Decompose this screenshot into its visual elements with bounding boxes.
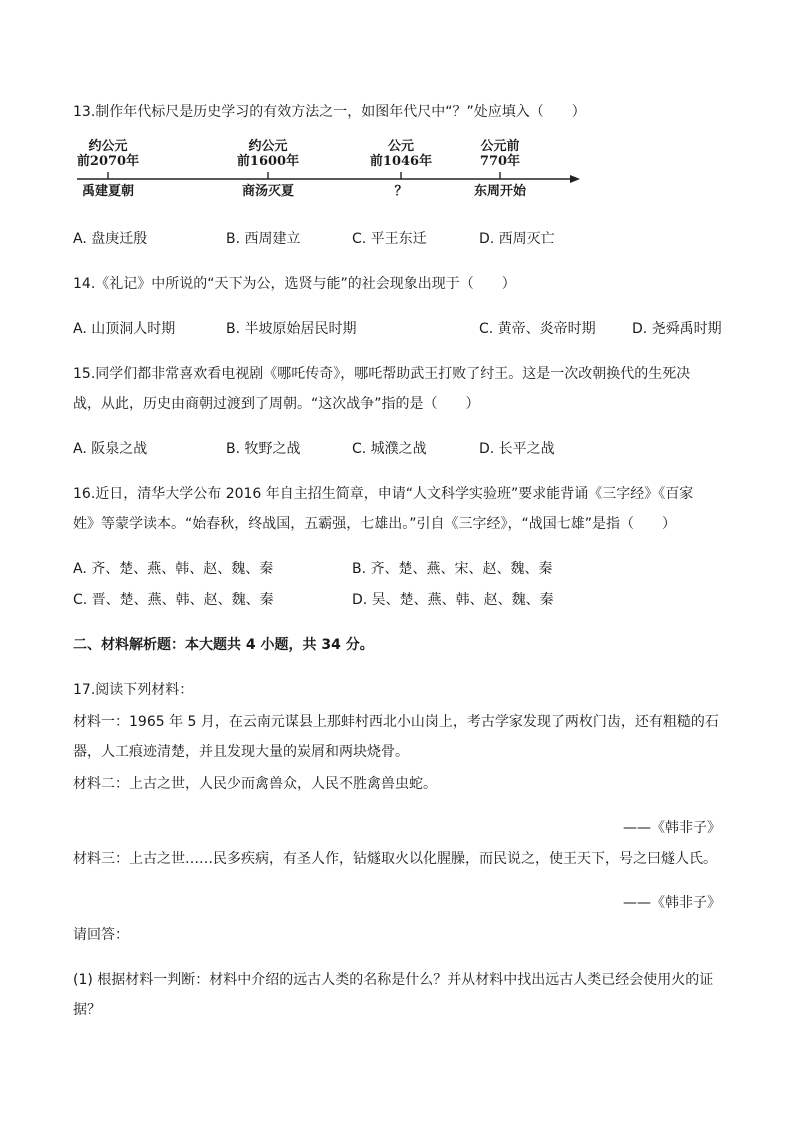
timeline-point-2-date: 约公元 前1600年 <box>236 139 300 169</box>
q14-option-d[interactable]: D. 尧舜禹时期 <box>632 321 722 337</box>
sub-question-1-line1: (1) 根据材料一判断：材料中介绍的远古人类的名称是什么？并从材料中找出远古人类已经会使用火的证 <box>73 972 714 988</box>
answer-prompt: 请回答： <box>73 927 129 943</box>
q16-option-b[interactable]: B. 齐、楚、燕、宋、赵、魏、秦 <box>352 561 553 577</box>
q13-timeline <box>0 0 794 230</box>
q13-option-d[interactable]: D. 西周灭亡 <box>479 231 555 247</box>
q16-option-c[interactable]: C. 晋、楚、燕、韩、赵、魏、秦 <box>73 592 274 608</box>
q16-option-d[interactable]: D. 吴、楚、燕、韩、赵、魏、秦 <box>352 592 554 608</box>
section-heading: 二、材料解析题：本大题共 4 小题，共 34 分。 <box>73 637 374 653</box>
material-2: 材料二：上古之世，人民少而禽兽众，人民不胜禽兽虫蛇。 <box>73 776 437 792</box>
q15-option-a[interactable]: A. 阪泉之战 <box>73 441 148 457</box>
q13-option-a[interactable]: A. 盘庚迁殷 <box>73 231 148 247</box>
timeline-point-1-event: 禹建夏朝 <box>81 184 134 199</box>
q15-option-d[interactable]: D. 长平之战 <box>479 441 555 457</box>
timeline-point-2-event: 商汤灭夏 <box>241 184 294 199</box>
sub-question-1-line2: 据？ <box>73 1002 101 1018</box>
timeline-point-1-date: 约公元 前2070年 <box>76 139 140 169</box>
q13-option-c[interactable]: C. 平王东迁 <box>352 231 427 247</box>
q15-stem-line2: 战，从此，历史由商朝过渡到了周朝。“这次战争”指的是（ ） <box>73 396 480 412</box>
material-1-line2: 器，人工痕迹清楚，并且发现大量的炭屑和两块烧骨。 <box>73 744 409 760</box>
material-2-source: ——《韩非子》 <box>623 820 721 836</box>
q13-option-b[interactable]: B. 西周建立 <box>226 231 301 247</box>
q14-stem: 14.《礼记》中所说的“天下为公，选贤与能”的社会现象出现于（ ） <box>73 276 516 292</box>
timeline-point-4-event: 东周开始 <box>473 184 526 199</box>
q17-stem: 17.阅读下列材料： <box>73 682 194 698</box>
timeline-point-3-event: ？ <box>394 184 408 199</box>
q14-option-b[interactable]: B. 半坡原始居民时期 <box>226 321 357 337</box>
q14-option-c[interactable]: C. 黄帝、炎帝时期 <box>479 321 596 337</box>
timeline-point-3-date: 公元 前1046年 <box>369 139 433 169</box>
material-3: 材料三：上古之世……民多疾病，有圣人作，钻燧取火以化腥臊，而民说之，使王天下，号之曰燧人氏。 <box>73 851 717 867</box>
timeline-point-4-date: 公元前 770年 <box>479 139 521 169</box>
q13-stem: 13.制作年代标尺是历史学习的有效方法之一，如图年代尺中“？”处应填入（ ） <box>73 104 586 120</box>
q16-option-a[interactable]: A. 齐、楚、燕、韩、赵、魏、秦 <box>73 561 274 577</box>
material-3-source: ——《韩非子》 <box>623 895 721 911</box>
q16-stem-line2: 姓》等蒙学读本。“始春秋，终战国，五霸强，七雄出。”引自《三字经》，“战国七雄”是指（ ） <box>73 516 677 532</box>
q15-option-c[interactable]: C. 城濮之战 <box>352 441 427 457</box>
q14-option-a[interactable]: A. 山顶洞人时期 <box>73 321 176 337</box>
q16-stem-line1: 16.近日，清华大学公布 2016 年自主招生简章，申请“人文科学实验班”要求能背诵《三字经》《百家 <box>73 486 694 502</box>
q15-option-b[interactable]: B. 牧野之战 <box>226 441 301 457</box>
q15-stem-line1: 15.同学们都非常喜欢看电视剧《哪吒传奇》，哪吒帮助武王打败了纣王。这是一次改朝换代的生死决 <box>73 366 691 382</box>
material-1-line1: 材料一：1965 年 5 月，在云南元谋县上那蚌村西北小山岗上，考古学家发现了两枚门齿，还有粗糙的石 <box>73 714 719 730</box>
